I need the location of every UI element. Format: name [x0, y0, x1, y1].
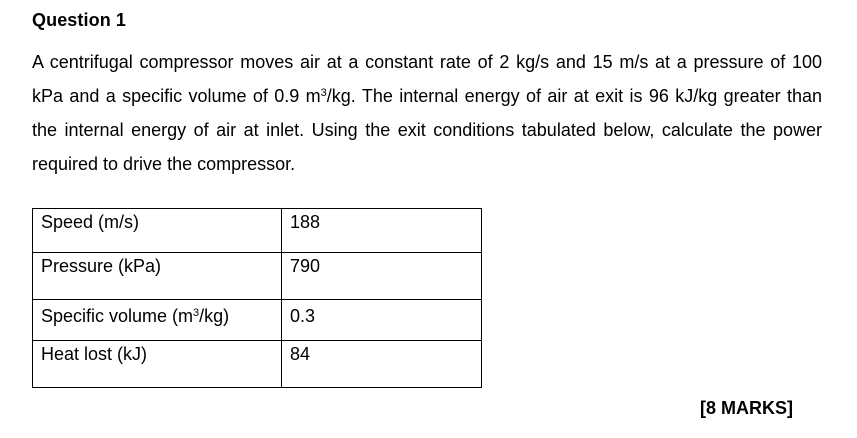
exit-conditions-table [32, 208, 482, 388]
question-text-part2: /kg. The internal energy of air at exit is 96 kJ/kg greater than the internal energy of air at inlet. Using the exit conditions tabulated below, calculate the power required to drive the compressor. [32, 86, 822, 174]
table-row [33, 253, 482, 300]
marks-label: [8 MARKS] [700, 398, 793, 418]
label-part-pre: Specific volume (m [41, 306, 194, 326]
table-cell-value: 790 [282, 253, 482, 300]
table-cell-label [33, 300, 282, 341]
table-row [33, 209, 482, 253]
question-text [32, 45, 822, 181]
question-text-part1: A centrifugal compressor moves air at a constant rate of 2 kg/s and 15 m/s at a pressure of 100 kPa and a specific volume of 0.9 m [32, 52, 822, 106]
table-cell-value: 84 [282, 341, 482, 388]
table-row [33, 341, 482, 388]
question-title: Question 1 [32, 10, 127, 30]
table-cell-value: 188 [282, 209, 482, 253]
table-cell-label: Pressure (kPa) [33, 253, 282, 300]
table-row [33, 300, 482, 341]
label-superscript: 3 [193, 307, 200, 319]
question-text-superscript: 3 [320, 87, 327, 99]
table-cell-value: 0.3 [282, 300, 482, 341]
label-part-post: /kg) [199, 306, 230, 326]
table-cell-label: Speed (m/s) [33, 209, 282, 253]
table-cell-label: Heat lost (kJ) [33, 341, 282, 388]
